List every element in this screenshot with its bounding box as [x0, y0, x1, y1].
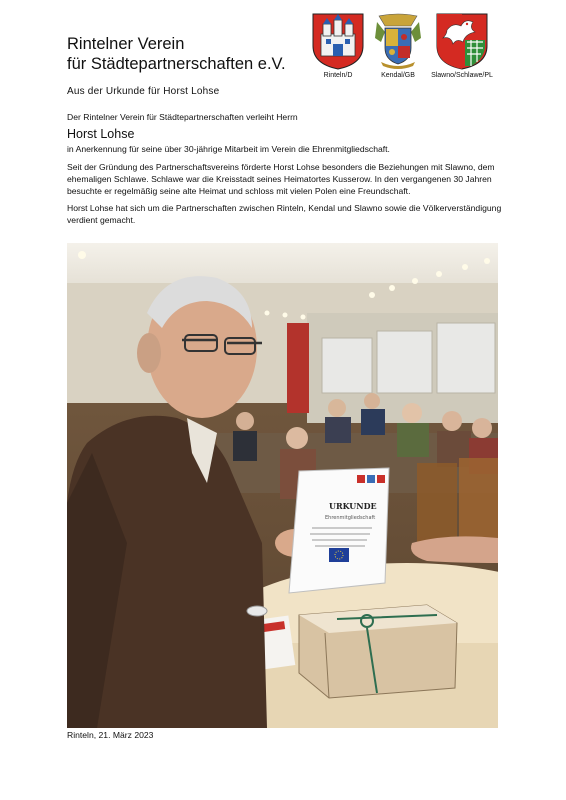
- crest-kendal: [367, 12, 429, 79]
- crest-label-slawno: Slawno/Schlawe/PL: [431, 72, 493, 79]
- certificate-document: [289, 468, 389, 593]
- event-photo: [67, 243, 498, 728]
- crest-rinteln: [307, 12, 369, 79]
- date-caption: Rinteln, 21. März 2023: [67, 730, 154, 740]
- crest-label-kendal: Kendal/GB: [381, 72, 415, 79]
- rinteln-crest-icon: [311, 12, 365, 70]
- crest-slawno: [431, 12, 493, 79]
- organization-name-line1: Rintelner Verein: [67, 35, 185, 53]
- gift-box: [299, 605, 457, 698]
- photo-scene: [67, 243, 498, 728]
- slawno-crest-icon: [435, 12, 489, 70]
- intro-line: Der Rintelner Verein für Städtepartnerschaften verleiht Herrn: [67, 112, 298, 122]
- certificate-text: [67, 111, 507, 232]
- crest-label-rinteln: Rinteln/D: [323, 72, 353, 79]
- partner-city-crests: [307, 12, 507, 88]
- certificate-title: URKUNDE: [329, 501, 377, 511]
- kendal-crest-icon: [371, 12, 425, 70]
- paragraph-honor: in Anerkennung für seine über 30-jährige Mitarbeit im Verein die Ehrenmitgliedschaft.: [67, 144, 390, 155]
- organization-name-line2: für Städtepartnerschaften e.V.: [67, 55, 286, 73]
- organization-name: [67, 34, 307, 74]
- document-subtitle: Aus der Urkunde für Horst Lohse: [67, 86, 220, 97]
- paragraph-merit: Horst Lohse hat sich um die Partnerschaften zwischen Rinteln, Kendal und Slawno sowie die Völkerverständigung verdient gemacht.: [67, 203, 502, 226]
- letterhead: [67, 34, 307, 97]
- certificate-subtitle: Ehrenmitgliedschaft: [325, 515, 376, 521]
- paragraph-history: Seit der Gründung des Partnerschaftsvereins förderte Horst Lohse besonders die Beziehungen mit Slawno, dem ehemaligen Schlawe. Schlawe war die Kreisstadt seines Heimatortes Kusserow. In den vergangenen 30 Jahren besuchte er regelmäßig seine alte Heimat und schloss mit vielen Polen eine Freundschaft.: [67, 161, 495, 197]
- honoree-name: Horst Lohse: [67, 127, 135, 142]
